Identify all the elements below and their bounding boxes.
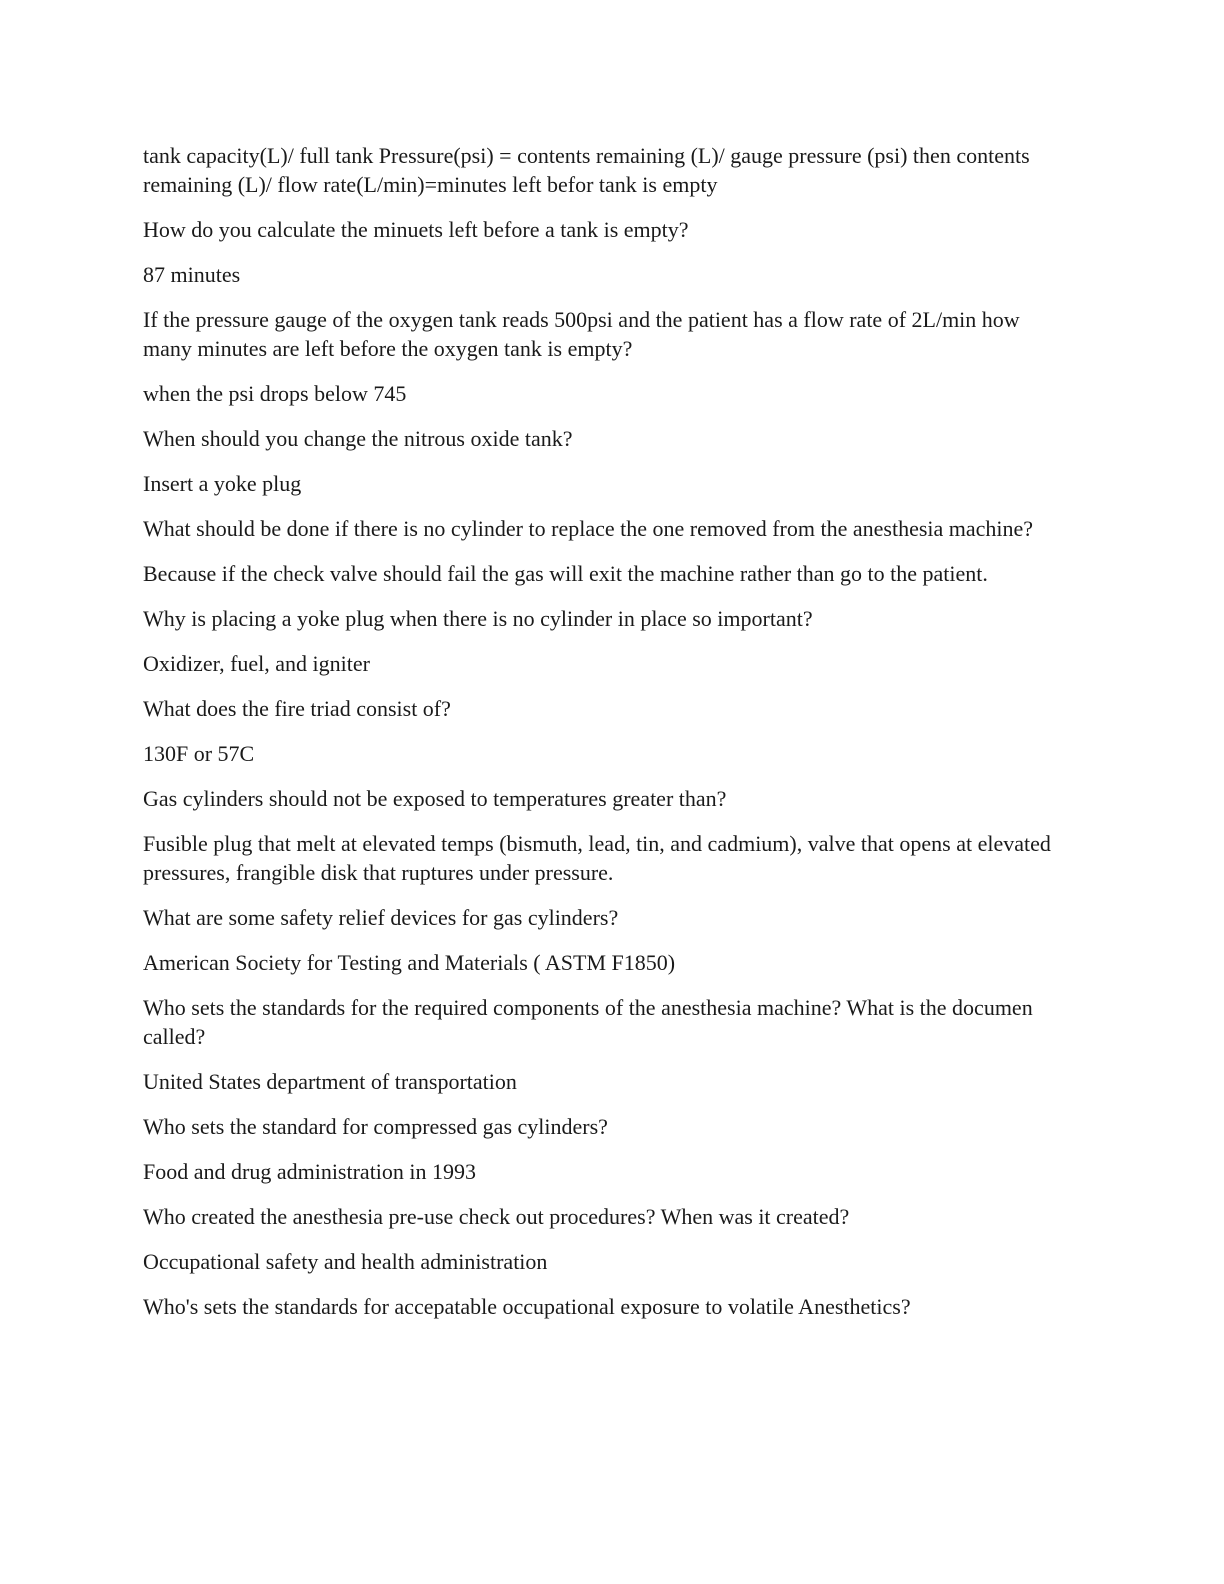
paragraph-answer: Fusible plug that melt at elevated temps (bismuth, lead, tin, and cadmium), valve that opens at elevated pressures, frangible disk that ruptures under pressure. (143, 831, 1051, 885)
paragraph-question: Gas cylinders should not be exposed to temperatures greater than? (143, 786, 727, 811)
paragraph-answer: Occupational safety and health administration (143, 1249, 548, 1274)
paragraph-answer: United States department of transportation (143, 1069, 517, 1094)
paragraph-question: What should be done if there is no cylinder to replace the one removed from the anesthesia machine? (143, 516, 1034, 541)
paragraph-answer: Because if the check valve should fail the gas will exit the machine rather than go to the patient. (143, 561, 988, 586)
paragraph-question: Who created the anesthesia pre-use check out procedures? When was it created? (143, 1204, 850, 1229)
paragraph-question: What does the fire triad consist of? (143, 696, 451, 721)
paragraph-question: What are some safety relief devices for gas cylinders? (143, 905, 619, 930)
paragraph-answer: Oxidizer, fuel, and igniter (143, 651, 370, 676)
paragraph-question: How do you calculate the minuets left before a tank is empty? (143, 217, 689, 242)
paragraph-answer: Food and drug administration in 1993 (143, 1159, 477, 1184)
paragraph-question: Who sets the standards for the required components of the anesthesia machine? What is the documen called? (143, 995, 1033, 1049)
paragraph-answer: 87 minutes (143, 262, 241, 287)
paragraph-answer: when the psi drops below 745 (143, 381, 407, 406)
paragraph-answer: 130F or 57C (143, 741, 255, 766)
paragraph-question: Who sets the standard for compressed gas cylinders? (143, 1114, 608, 1139)
paragraph-question: Why is placing a yoke plug when there is no cylinder in place so important? (143, 606, 813, 631)
paragraph-question: When should you change the nitrous oxide tank? (143, 426, 573, 451)
paragraph-question: If the pressure gauge of the oxygen tank reads 500psi and the patient has a flow rate of 2L/min how many minutes are left before the oxygen tank is empty? (143, 307, 1020, 361)
paragraph-formula: tank capacity(L)/ full tank Pressure(psi) = contents remaining (L)/ gauge pressure (psi) then contents remaining (L)/ flow rate(L/min)=minutes left befor tank is empty (143, 143, 1030, 197)
paragraph-answer: Insert a yoke plug (143, 471, 302, 496)
paragraph-answer: American Society for Testing and Materials ( ASTM F1850) (143, 950, 676, 975)
document-body (143, 141, 1073, 1337)
paragraph-question: Who's sets the standards for accepatable occupational exposure to volatile Anesthetics? (143, 1294, 911, 1319)
